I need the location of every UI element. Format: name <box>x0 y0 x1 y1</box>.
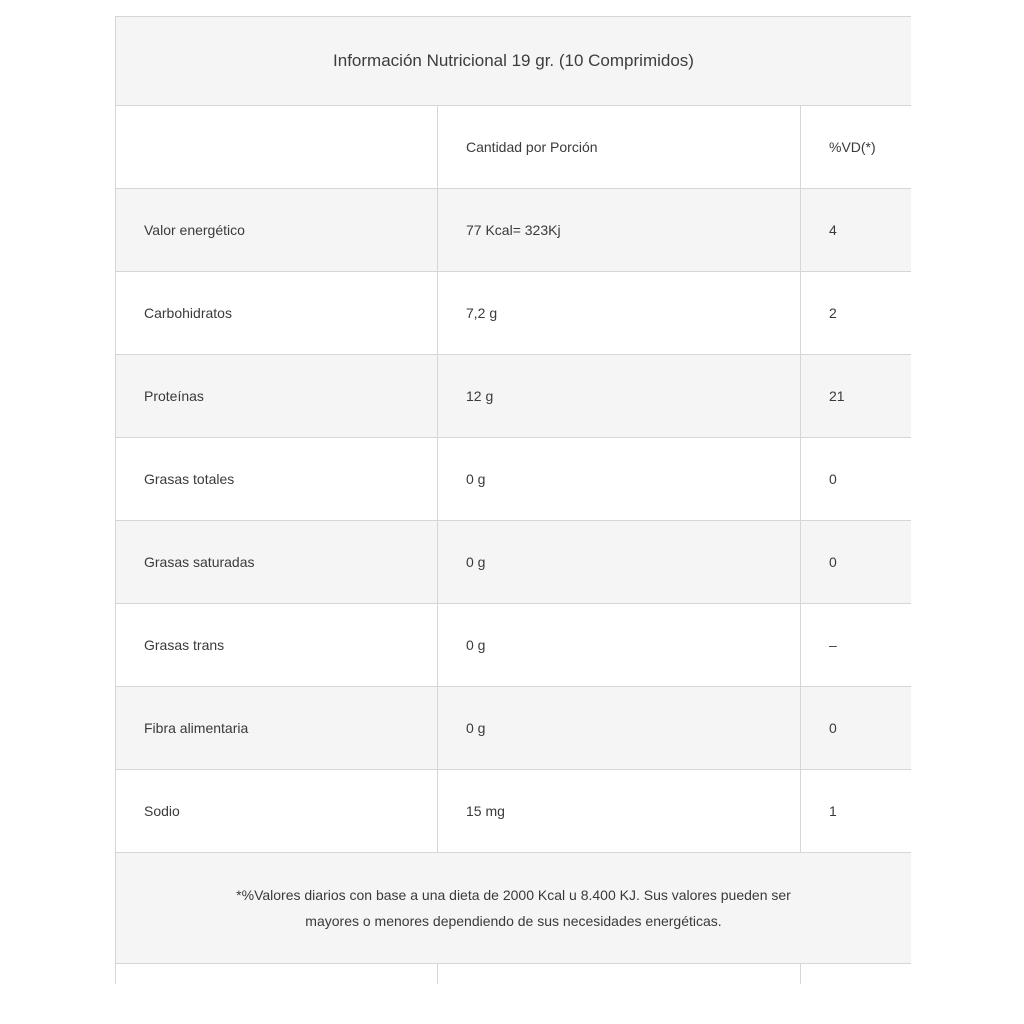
nutrient-name: Sodio <box>116 770 438 853</box>
nutrient-name: Carbohidratos <box>116 272 438 355</box>
nutrient-amount: 15 mg <box>438 770 801 853</box>
table-row <box>116 521 912 604</box>
table-cell-empty <box>801 964 912 985</box>
nutrient-amount: 12 g <box>438 355 801 438</box>
nutrient-dv: 2 <box>801 272 912 355</box>
header-nutrient-cell <box>116 106 438 189</box>
nutrient-dv: 1 <box>801 770 912 853</box>
nutrient-dv: 0 <box>801 521 912 604</box>
table-title: Información Nutricional 19 gr. (10 Comprimidos) <box>116 17 912 106</box>
nutrition-table-container <box>115 16 911 984</box>
nutrient-amount: 0 g <box>438 687 801 770</box>
table-cell-empty <box>116 964 438 985</box>
table-row <box>116 272 912 355</box>
table-cell-empty <box>438 964 801 985</box>
table-row <box>116 687 912 770</box>
nutrient-name: Proteínas <box>116 355 438 438</box>
header-amount-cell: Cantidad por Porción <box>438 106 801 189</box>
nutrient-amount: 77 Kcal= 323Kj <box>438 189 801 272</box>
table-header-row <box>116 106 912 189</box>
table-title-row <box>116 17 912 106</box>
nutrient-dv: 0 <box>801 438 912 521</box>
nutrient-amount: 0 g <box>438 521 801 604</box>
footnote-line-2: mayores o menores dependiendo de sus necesidades energéticas. <box>305 913 722 929</box>
nutrient-name: Valor energético <box>116 189 438 272</box>
nutrient-name: Grasas trans <box>116 604 438 687</box>
nutrient-name: Grasas totales <box>116 438 438 521</box>
nutrient-dv: 4 <box>801 189 912 272</box>
header-dv-cell: %VD(*) <box>801 106 912 189</box>
nutrient-dv: 0 <box>801 687 912 770</box>
table-row-partial <box>116 964 912 985</box>
table-row <box>116 438 912 521</box>
table-row <box>116 604 912 687</box>
nutrient-name: Fibra alimentaria <box>116 687 438 770</box>
table-row <box>116 770 912 853</box>
table-row <box>116 355 912 438</box>
nutrient-amount: 0 g <box>438 604 801 687</box>
footnote <box>116 853 912 964</box>
footnote-line-1: *%Valores diarios con base a una dieta de 2000 Kcal u 8.400 KJ. Sus valores pueden ser <box>236 887 791 903</box>
table-row <box>116 189 912 272</box>
nutrient-amount: 0 g <box>438 438 801 521</box>
nutrient-dv: – <box>801 604 912 687</box>
footnote-row <box>116 853 912 964</box>
nutrition-table <box>115 16 911 984</box>
nutrient-name: Grasas saturadas <box>116 521 438 604</box>
nutrient-amount: 7,2 g <box>438 272 801 355</box>
nutrient-dv: 21 <box>801 355 912 438</box>
